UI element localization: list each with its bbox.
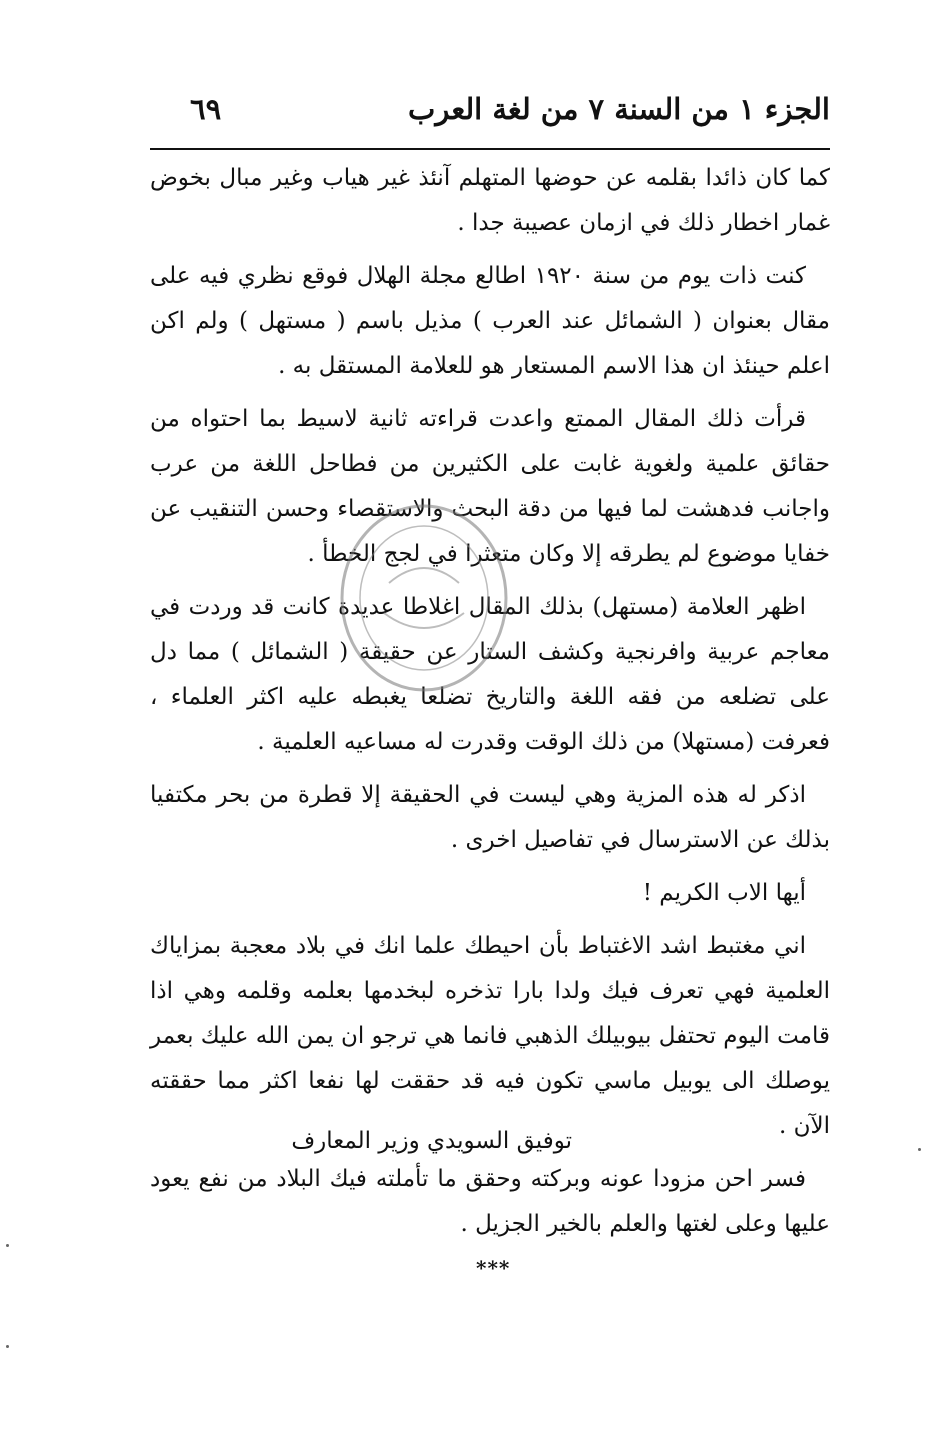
article-body	[150, 156, 830, 1255]
paragraph: فسر احن مزودا عونه وبركته وحقق ما تأملته فيك البلاد من نفع يعود عليها وعلى لغتها والعلم بالخير الجزيل .	[150, 1166, 830, 1237]
paragraph: اذكر له هذه المزية وهي ليست في الحقيقة إلا قطرة من بحر مكتفيا بذلك عن الاسترسال في تفاصيل اخرى .	[150, 782, 830, 853]
header-rule	[150, 148, 830, 150]
page-number: ٦٩	[190, 92, 222, 126]
scan-speck	[918, 1148, 921, 1151]
paragraph: كما كان ذائدا بقلمه عن حوضها المتهلم آنئذ غير هياب وغير مبال بخوض غمار اخطار ذلك في ازمان عصيبة جدا .	[150, 165, 830, 236]
paragraph: قرأت ذلك المقال الممتع واعدت قراءته ثانية لاسيط بما احتواه من حقائق علمية ولغوية غابت على الكثيرين من فطاحل اللغة من عرب واجانب فدهشت لما فيها من دقة البحث والاستقصاء وحسن التنقيب عن خفايا موضوع لم يطرقه إلا وكان متعثرا في لجج الخطأ .	[150, 406, 830, 567]
paragraph: كنت ذات يوم من سنة ١٩٢٠ اطالع مجلة الهلال فوقع نظري فيه على مقال بعنوان ( الشمائل عند العرب ) مذيل باسم ( مستهل ) ولم اكن اعلم حينئذ ان هذا الاسم المستعار هو للعلامة المستقل به .	[150, 263, 830, 379]
paragraph: اني مغتبط اشد الاغتباط بأن احيطك علما انك في بلاد معجبة بمزاياك العلمية فهي تعرف فيك ولدا بارا تذخره لبخدمها بعلمه وقلمه وهي اذا قامت اليوم تحتفل بيوبيلك الذهبي فانما هي ترجو ان يمن الله عليك بعمر يوصلك الى يوبيل ماسي تكون فيه قد حققت لها نفعا اكثر مما حققته الآن .	[150, 933, 830, 1139]
signature: توفيق السويدي وزير المعارف	[291, 1128, 572, 1154]
scan-speck	[6, 1345, 9, 1348]
running-title: الجزء ١ من السنة ٧ من لغة العرب	[408, 92, 830, 126]
section-separator: ***	[476, 1256, 511, 1280]
library-stamp-icon	[334, 498, 514, 698]
page-header	[150, 92, 830, 136]
paragraph-salutation: أيها الاب الكريم !	[642, 880, 806, 906]
scan-speck	[6, 1244, 9, 1247]
paragraph: اظهر العلامة (مستهل) بذلك المقال اغلاطا عديدة كانت قد وردت في معاجم عربية وافرنجية وكشف الستار عن حقيقة ( الشمائل ) مما دل على تضلعه من فقه اللغة والتاريخ تضلعا يغبطه عليه اكثر العلماء ، فعرفت (مستهلا) من ذلك الوقت وقدرت له مساعيه العلمية .	[150, 594, 830, 755]
